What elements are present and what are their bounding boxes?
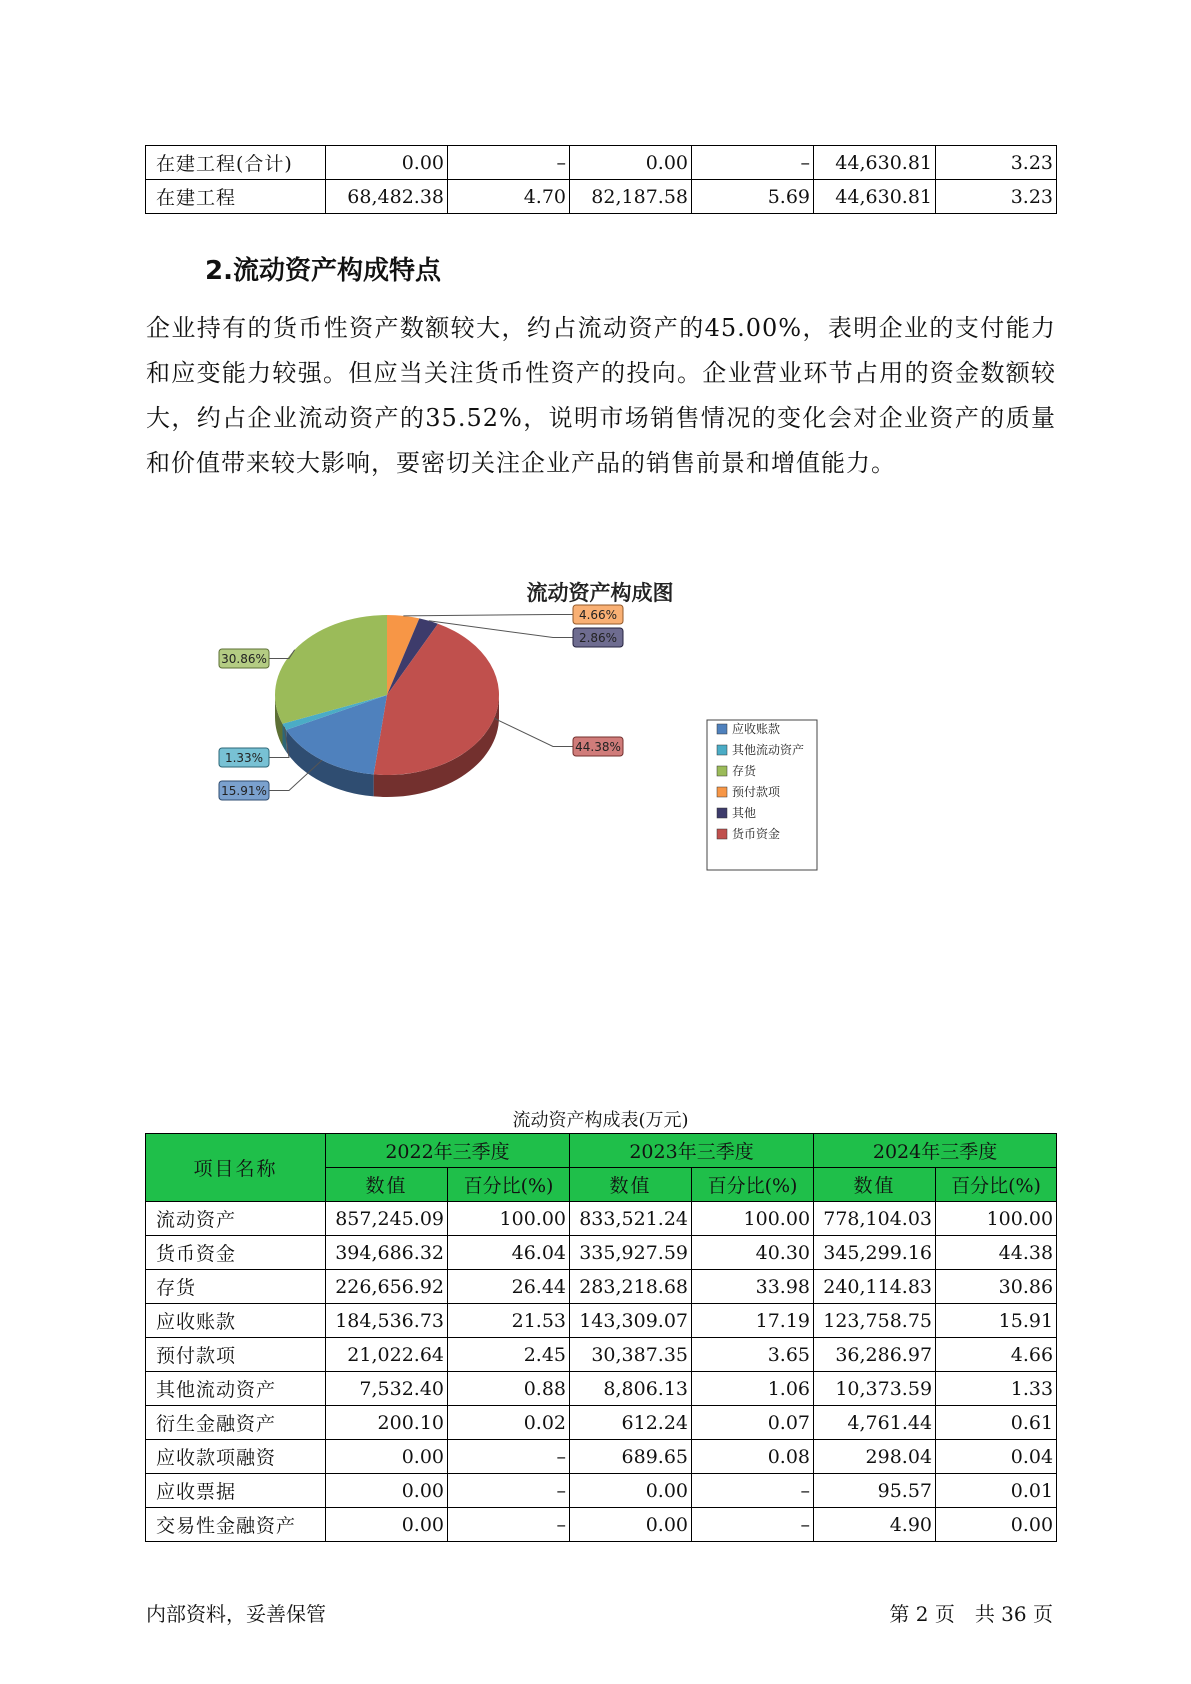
legend-label: 其他流动资产 <box>732 743 805 757</box>
cell-value: 283,218.68 <box>570 1270 692 1304</box>
cell-value: 689.65 <box>570 1440 692 1474</box>
legend-swatch <box>717 766 727 776</box>
table-row <box>146 1372 1057 1406</box>
header-value: 数值 <box>814 1168 936 1202</box>
legend-swatch <box>717 745 727 755</box>
cell-value: 240,114.83 <box>814 1270 936 1304</box>
top-table-body <box>146 146 1057 214</box>
cell-value: 143,309.07 <box>570 1304 692 1338</box>
cell-percent: 5.69 <box>692 180 814 214</box>
cell-value: 0.00 <box>326 146 448 180</box>
cell-value: 184,536.73 <box>326 1304 448 1338</box>
cell-value: 21,022.64 <box>326 1338 448 1372</box>
leader-line <box>403 615 573 616</box>
cell-value: 778,104.03 <box>814 1202 936 1236</box>
table-row <box>146 1236 1057 1270</box>
cell-percent: 44.38 <box>936 1236 1057 1270</box>
header-percent: 百分比(%) <box>448 1168 570 1202</box>
table-caption: 流动资产构成表(万元) <box>512 1110 689 1131</box>
cell-value: 44,630.81 <box>814 146 936 180</box>
cell-percent: 30.86 <box>936 1270 1057 1304</box>
table-row <box>146 1406 1057 1440</box>
cell-percent: 0.88 <box>448 1372 570 1406</box>
cell-value: 612.24 <box>570 1406 692 1440</box>
cell-value: 857,245.09 <box>326 1202 448 1236</box>
cell-percent: 0.02 <box>448 1406 570 1440</box>
cell-percent: 0.01 <box>936 1474 1057 1508</box>
pie-chart <box>195 570 835 890</box>
row-label: 存货 <box>146 1270 326 1304</box>
cell-percent: – <box>692 1508 814 1542</box>
data-label: 4.66% <box>578 608 618 622</box>
cell-value: 44,630.81 <box>814 180 936 214</box>
cell-percent: 3.65 <box>692 1338 814 1372</box>
cell-percent: – <box>448 1474 570 1508</box>
header-percent: 百分比(%) <box>936 1168 1057 1202</box>
cell-percent: 33.98 <box>692 1270 814 1304</box>
cell-value: 0.00 <box>570 146 692 180</box>
pie-slices <box>275 615 499 775</box>
table-body <box>146 1202 1057 1542</box>
cell-value: 200.10 <box>326 1406 448 1440</box>
cell-value: 4,761.44 <box>814 1406 936 1440</box>
data-label: 1.33% <box>224 751 264 765</box>
cell-percent: 100.00 <box>936 1202 1057 1236</box>
table-row <box>146 1440 1057 1474</box>
section-heading: 2.流动资产构成特点 <box>205 256 441 286</box>
cell-percent: 4.70 <box>448 180 570 214</box>
chart-title: 流动资产构成图 <box>526 581 674 605</box>
header-year-2024: 2024年三季度 <box>814 1134 1057 1168</box>
table-row <box>146 180 1057 214</box>
cell-percent: 2.45 <box>448 1338 570 1372</box>
cell-percent: 4.66 <box>936 1338 1057 1372</box>
row-label: 在建工程(合计) <box>146 146 326 180</box>
data-label: 15.91% <box>221 784 267 798</box>
table-row <box>146 1508 1057 1542</box>
cell-percent: – <box>692 146 814 180</box>
cell-value: 4.90 <box>814 1508 936 1542</box>
cell-percent: 100.00 <box>692 1202 814 1236</box>
cell-value: 36,286.97 <box>814 1338 936 1372</box>
cell-value: 226,656.92 <box>326 1270 448 1304</box>
cell-value: 298.04 <box>814 1440 936 1474</box>
cell-value: 345,299.16 <box>814 1236 936 1270</box>
cell-value: 833,521.24 <box>570 1202 692 1236</box>
cell-value: 0.00 <box>326 1474 448 1508</box>
cell-percent: 0.61 <box>936 1406 1057 1440</box>
table-header <box>146 1134 1057 1202</box>
cell-value: 0.00 <box>570 1474 692 1508</box>
row-label: 应收票据 <box>146 1474 326 1508</box>
legend-label: 应收账款 <box>732 722 781 736</box>
cell-percent: 26.44 <box>448 1270 570 1304</box>
cell-percent: – <box>448 1508 570 1542</box>
legend-swatch <box>717 724 727 734</box>
cell-percent: 1.33 <box>936 1372 1057 1406</box>
table-row <box>146 1270 1057 1304</box>
cell-value: 10,373.59 <box>814 1372 936 1406</box>
data-label: 2.86% <box>578 631 618 645</box>
cell-value: 30,387.35 <box>570 1338 692 1372</box>
chart-legend <box>707 720 817 870</box>
header-value: 数值 <box>326 1168 448 1202</box>
cell-value: 8,806.13 <box>570 1372 692 1406</box>
cell-percent: – <box>692 1474 814 1508</box>
row-label: 交易性金融资产 <box>146 1508 326 1542</box>
cell-value: 123,758.75 <box>814 1304 936 1338</box>
table-row <box>146 1338 1057 1372</box>
cell-percent: 0.08 <box>692 1440 814 1474</box>
footer-note: 内部资料，妥善保管 <box>146 1602 326 1626</box>
cell-percent: 3.23 <box>936 146 1057 180</box>
cell-value: 68,482.38 <box>326 180 448 214</box>
page-number: 第 2 页 共 36 页 <box>889 1602 1053 1626</box>
cell-value: 0.00 <box>326 1508 448 1542</box>
cell-percent: 0.04 <box>936 1440 1057 1474</box>
cell-percent: 100.00 <box>448 1202 570 1236</box>
header-item-name: 项目名称 <box>146 1134 326 1202</box>
cell-percent: 0.07 <box>692 1406 814 1440</box>
row-label: 应收账款 <box>146 1304 326 1338</box>
header-percent: 百分比(%) <box>692 1168 814 1202</box>
row-label: 衍生金融资产 <box>146 1406 326 1440</box>
header-value: 数值 <box>570 1168 692 1202</box>
cell-percent: 1.06 <box>692 1372 814 1406</box>
legend-swatch <box>717 787 727 797</box>
data-label: 30.86% <box>221 652 267 666</box>
row-label: 货币资金 <box>146 1236 326 1270</box>
legend-label: 存货 <box>732 764 757 778</box>
data-label: 44.38% <box>575 740 621 754</box>
row-label: 流动资产 <box>146 1202 326 1236</box>
legend-swatch <box>717 829 727 839</box>
header-year-2023: 2023年三季度 <box>570 1134 814 1168</box>
table-row <box>146 1304 1057 1338</box>
cell-percent: – <box>448 146 570 180</box>
table-row <box>146 146 1057 180</box>
cell-value: 82,187.58 <box>570 180 692 214</box>
cell-percent: 17.19 <box>692 1304 814 1338</box>
cell-value: 0.00 <box>326 1440 448 1474</box>
cell-percent: 40.30 <box>692 1236 814 1270</box>
row-label: 其他流动资产 <box>146 1372 326 1406</box>
cell-percent: 46.04 <box>448 1236 570 1270</box>
row-label: 在建工程 <box>146 180 326 214</box>
header-year-2022: 2022年三季度 <box>326 1134 570 1168</box>
legend-label: 货币资金 <box>732 827 781 841</box>
cell-value: 394,686.32 <box>326 1236 448 1270</box>
cell-value: 95.57 <box>814 1474 936 1508</box>
cell-percent: 3.23 <box>936 180 1057 214</box>
current-assets-table <box>145 1133 1057 1542</box>
cell-value: 335,927.59 <box>570 1236 692 1270</box>
cell-value: 7,532.40 <box>326 1372 448 1406</box>
legend-label: 预付款项 <box>732 785 781 799</box>
legend-label: 其他 <box>732 806 757 820</box>
row-label: 应收款项融资 <box>146 1440 326 1474</box>
cell-percent: 15.91 <box>936 1304 1057 1338</box>
table-row <box>146 1202 1057 1236</box>
top-table <box>145 145 1057 214</box>
cell-value: 0.00 <box>570 1508 692 1542</box>
legend-swatch <box>717 808 727 818</box>
section-paragraph: 企业持有的货币性资产数额较大，约占流动资产的45.00%，表明企业的支付能力和应变能力较强。但应当关注货币性资产的投向。企业营业环节占用的资金数额较大，约占企业流动资产的35.52%，说明市场销售情况的变化会对企业资产的质量和价值带来较大影响，要密切关注企业产品的销售前景和增值能力。 <box>146 314 1056 477</box>
leader-line <box>494 718 573 746</box>
cell-percent: 21.53 <box>448 1304 570 1338</box>
table-row <box>146 1474 1057 1508</box>
cell-percent: 0.00 <box>936 1508 1057 1542</box>
cell-percent: – <box>448 1440 570 1474</box>
row-label: 预付款项 <box>146 1338 326 1372</box>
